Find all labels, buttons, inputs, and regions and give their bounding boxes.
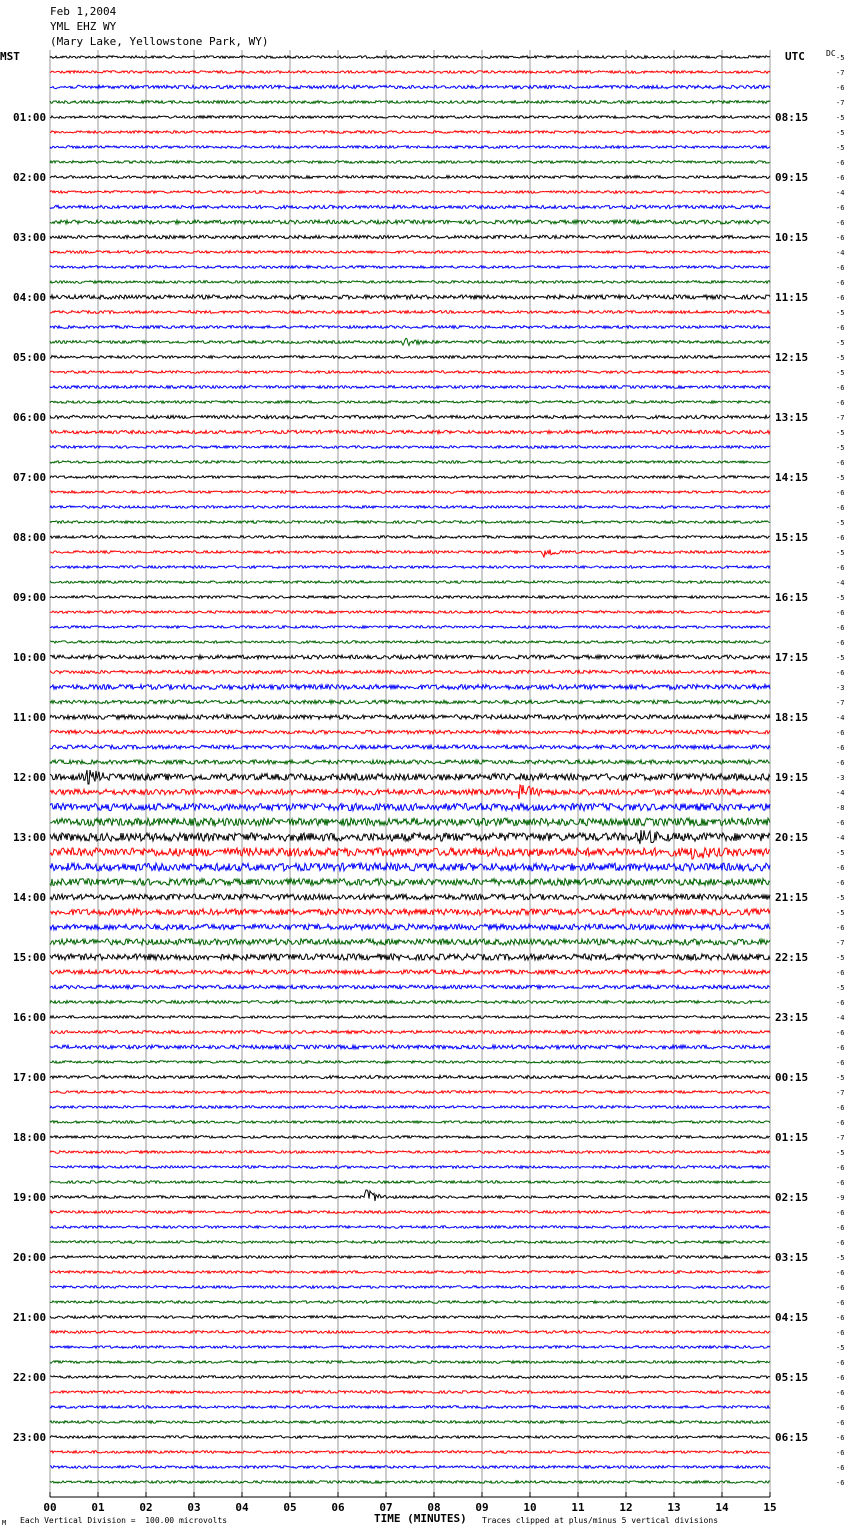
dc-offset-label: -4 — [836, 789, 845, 797]
dc-offset-label: -5 — [836, 309, 845, 317]
trace-row-75 — [50, 1181, 770, 1184]
trace-row-54 — [50, 863, 770, 871]
trace-row-28 — [50, 476, 770, 479]
trace-row-47 — [50, 760, 770, 764]
trace-row-73 — [50, 1151, 770, 1154]
x-tick-label: 04 — [235, 1501, 249, 1514]
x-tick-label: 00 — [43, 1501, 57, 1514]
trace-row-14 — [50, 266, 770, 269]
trace-row-40 — [50, 655, 770, 659]
left-hour-label: 14:00 — [13, 891, 47, 904]
dc-offset-label: -7 — [836, 69, 845, 77]
trace-row-51 — [50, 818, 770, 826]
station-location: (Mary Lake, Yellowstone Park, WY) — [50, 35, 269, 48]
dc-offset-label: -6 — [836, 864, 845, 872]
dc-offset-label: -6 — [836, 1464, 845, 1472]
dc-offset-label: -6 — [836, 459, 845, 467]
right-hour-label: 10:15 — [775, 231, 809, 244]
x-tick-label: 15 — [763, 1501, 777, 1514]
trace-row-21 — [50, 371, 770, 374]
x-tick-label: 11 — [571, 1501, 585, 1514]
x-tick-label: 12 — [619, 1501, 633, 1514]
dc-offset-label: -5 — [836, 519, 845, 527]
dc-offset-label: -7 — [836, 1134, 845, 1142]
trace-row-34 — [50, 566, 770, 569]
right-hour-label: 14:15 — [775, 471, 809, 484]
left-hour-label: 04:00 — [13, 291, 47, 304]
right-hour-label: 20:15 — [775, 831, 809, 844]
x-tick-label: 01 — [91, 1501, 105, 1514]
dc-offset-label: -4 — [836, 714, 845, 722]
x-axis — [43, 1492, 776, 1514]
dc-offset-label: -4 — [836, 579, 845, 587]
chart-date: Feb 1,2004 — [50, 5, 117, 18]
right-hour-label: 01:15 — [775, 1131, 809, 1144]
right-hour-label: 02:15 — [775, 1191, 809, 1204]
dc-offset-label: -6 — [836, 1314, 845, 1322]
left-hour-label: 15:00 — [13, 951, 47, 964]
dc-offset-label: -8 — [836, 804, 845, 812]
seismic-traces — [50, 56, 770, 1484]
right-hour-label: 21:15 — [775, 891, 809, 904]
dc-offset-label: -6 — [836, 219, 845, 227]
right-hour-label: 13:15 — [775, 411, 809, 424]
trace-row-29 — [50, 491, 770, 494]
left-hour-label: 23:00 — [13, 1431, 47, 1444]
left-hour-labels — [13, 111, 46, 1444]
dc-offset-label: -5 — [836, 1344, 845, 1352]
trace-row-32 — [50, 536, 770, 539]
dc-offset-label: -6 — [836, 819, 845, 827]
dc-offset-label: -5 — [836, 54, 845, 62]
trace-row-92 — [50, 1436, 770, 1439]
left-hour-label: 12:00 — [13, 771, 47, 784]
dc-offset-label: -6 — [836, 504, 845, 512]
trace-row-27 — [50, 461, 770, 464]
right-hour-label: 03:15 — [775, 1251, 809, 1264]
trace-row-1 — [50, 71, 770, 74]
right-hour-label: 19:15 — [775, 771, 809, 784]
trace-row-35 — [50, 581, 770, 584]
dc-offset-label: -6 — [836, 759, 845, 767]
dc-offset-label: -6 — [836, 234, 845, 242]
dc-offset-label: -5 — [836, 369, 845, 377]
dc-offset-label: -6 — [836, 1284, 845, 1292]
dc-offset-label: -6 — [836, 1164, 845, 1172]
trace-row-83 — [50, 1301, 770, 1304]
right-timezone-label: UTC — [785, 50, 805, 63]
dc-offset-label: -6 — [836, 1419, 845, 1427]
trace-row-78 — [50, 1226, 770, 1229]
dc-offset-label: -3 — [836, 774, 845, 782]
trace-row-25 — [50, 430, 770, 433]
trace-row-26 — [50, 446, 770, 449]
dc-offset-label: -6 — [836, 294, 845, 302]
dc-offset-label: -5 — [836, 909, 845, 917]
dc-offset-label: -6 — [836, 1269, 845, 1277]
left-hour-label: 19:00 — [13, 1191, 47, 1204]
dc-offset-label: -6 — [836, 1479, 845, 1487]
trace-row-63 — [50, 1001, 770, 1004]
trace-row-11 — [50, 220, 770, 224]
dc-offset-label: -6 — [836, 1029, 845, 1037]
right-hour-label: 15:15 — [775, 531, 809, 544]
dc-offset-label: -6 — [836, 1209, 845, 1217]
trace-row-37 — [50, 611, 770, 614]
right-hour-label: 23:15 — [775, 1011, 809, 1024]
dc-offset-label: -6 — [836, 1059, 845, 1067]
dc-offset-label: -5 — [836, 654, 845, 662]
dc-offset-label: -9 — [836, 1194, 845, 1202]
dc-offset-label: -6 — [836, 1119, 845, 1127]
trace-row-89 — [50, 1391, 770, 1394]
trace-row-58 — [50, 924, 770, 930]
trace-row-93 — [50, 1451, 770, 1454]
dc-offset-label: -5 — [836, 1149, 845, 1157]
dc-offset-label: -6 — [836, 1224, 845, 1232]
dc-offset-label: -6 — [836, 399, 845, 407]
dc-offset-label: -5 — [836, 144, 845, 152]
trace-row-76 — [50, 1190, 770, 1201]
right-hour-label: 18:15 — [775, 711, 809, 724]
dc-offset-label: -6 — [836, 489, 845, 497]
trace-row-60 — [50, 954, 770, 960]
trace-row-42 — [50, 685, 770, 690]
dc-offset-labels — [836, 54, 844, 1487]
dc-offset-label: -6 — [836, 879, 845, 887]
dc-offset-label: -5 — [836, 1074, 845, 1082]
trace-row-66 — [50, 1045, 770, 1049]
trace-row-36 — [50, 596, 770, 599]
left-hour-label: 21:00 — [13, 1311, 47, 1324]
trace-row-85 — [50, 1331, 770, 1334]
trace-row-67 — [50, 1061, 770, 1064]
dc-offset-label: -6 — [836, 639, 845, 647]
dc-offset-label: -6 — [836, 1044, 845, 1052]
trace-row-88 — [50, 1376, 770, 1379]
trace-row-59 — [50, 939, 770, 945]
right-hour-label: 09:15 — [775, 171, 809, 184]
dc-offset-label: -6 — [836, 1359, 845, 1367]
trace-row-82 — [50, 1286, 770, 1289]
trace-row-62 — [50, 985, 770, 989]
x-tick-label: 06 — [331, 1501, 345, 1514]
right-hour-label: 11:15 — [775, 291, 809, 304]
x-tick-label: 10 — [523, 1501, 537, 1514]
dc-offset-label: -5 — [836, 429, 845, 437]
trace-row-57 — [50, 909, 770, 915]
trace-row-64 — [50, 1016, 770, 1019]
dc-offset-label: -6 — [836, 534, 845, 542]
trace-row-13 — [50, 251, 770, 254]
dc-offset-label: -6 — [836, 1329, 845, 1337]
dc-offset-label: -4 — [836, 189, 845, 197]
dc-offset-label: -6 — [836, 384, 845, 392]
dc-offset-label: -5 — [836, 474, 845, 482]
trace-row-38 — [50, 626, 770, 629]
right-hour-label: 16:15 — [775, 591, 809, 604]
dc-offset-label: -6 — [836, 204, 845, 212]
dc-offset-label: -6 — [836, 1404, 845, 1412]
dc-offset-label: -5 — [836, 114, 845, 122]
dc-offset-label: -6 — [836, 969, 845, 977]
dc-offset-label: -4 — [836, 249, 845, 257]
left-hour-label: 20:00 — [13, 1251, 47, 1264]
dc-offset-label: -3 — [836, 684, 845, 692]
dc-offset-label: -7 — [836, 1089, 845, 1097]
left-hour-label: 07:00 — [13, 471, 47, 484]
dc-offset-label: -5 — [836, 549, 845, 557]
right-hour-label: 00:15 — [775, 1071, 809, 1084]
dc-offset-label: -6 — [836, 564, 845, 572]
trace-row-49 — [50, 785, 770, 799]
trace-row-8 — [50, 176, 770, 179]
trace-row-16 — [50, 295, 770, 299]
trace-row-5 — [50, 131, 770, 134]
trace-row-65 — [50, 1030, 770, 1033]
dc-offset-label: -4 — [836, 1014, 845, 1022]
trace-row-94 — [50, 1466, 770, 1469]
dc-offset-label: -5 — [836, 129, 845, 137]
x-axis-label: TIME (MINUTES) — [374, 1512, 467, 1525]
scale-mark: M — [2, 1519, 7, 1527]
dc-offset-label: -6 — [836, 1239, 845, 1247]
trace-row-70 — [50, 1106, 770, 1109]
trace-row-6 — [50, 146, 770, 149]
dc-offset-label: -7 — [836, 939, 845, 947]
trace-row-2 — [50, 85, 770, 88]
clip-note: Traces clipped at plus/minus 5 vertical divisions — [482, 1516, 719, 1525]
dc-offset-label: -4 — [836, 834, 845, 842]
dc-offset-label: -6 — [836, 279, 845, 287]
trace-row-18 — [50, 326, 770, 329]
vertical-division-note: Each Vertical Division = 100.00 microvolts — [20, 1516, 228, 1525]
trace-row-95 — [50, 1481, 770, 1484]
trace-row-53 — [50, 848, 770, 859]
dc-offset-label: -6 — [836, 1104, 845, 1112]
trace-row-77 — [50, 1211, 770, 1214]
trace-row-80 — [50, 1256, 770, 1259]
left-hour-label: 05:00 — [13, 351, 47, 364]
dc-offset-label: -5 — [836, 984, 845, 992]
left-hour-label: 22:00 — [13, 1371, 47, 1384]
trace-row-68 — [50, 1075, 770, 1078]
x-tick-label: 05 — [283, 1501, 297, 1514]
trace-row-12 — [50, 235, 770, 238]
trace-row-39 — [50, 641, 770, 644]
dc-offset-label: -6 — [836, 744, 845, 752]
dc-offset-label: -6 — [836, 84, 845, 92]
right-hour-label: 22:15 — [775, 951, 809, 964]
trace-row-91 — [50, 1421, 770, 1424]
dc-offset-label: -6 — [836, 1449, 845, 1457]
dc-offset-label: -5 — [836, 594, 845, 602]
dc-offset-label: -6 — [836, 264, 845, 272]
dc-offset-label: -6 — [836, 924, 845, 932]
trace-row-86 — [50, 1346, 770, 1349]
trace-row-52 — [50, 830, 770, 844]
left-hour-label: 16:00 — [13, 1011, 47, 1024]
dc-offset-label: -5 — [836, 894, 845, 902]
trace-row-45 — [50, 730, 770, 734]
trace-row-9 — [50, 191, 770, 194]
trace-row-44 — [50, 715, 770, 719]
dc-offset-label: -6 — [836, 624, 845, 632]
left-hour-label: 11:00 — [13, 711, 47, 724]
dc-offset-label: -6 — [836, 729, 845, 737]
trace-row-23 — [50, 401, 770, 404]
left-hour-label: 09:00 — [13, 591, 47, 604]
x-tick-label: 02 — [139, 1501, 153, 1514]
right-hour-label: 12:15 — [775, 351, 809, 364]
trace-row-50 — [50, 803, 770, 810]
left-timezone-label: MST — [0, 50, 20, 63]
dc-label: DC — [826, 49, 836, 58]
dc-offset-label: -5 — [836, 1254, 845, 1262]
dc-offset-label: -5 — [836, 354, 845, 362]
x-tick-label: 14 — [715, 1501, 729, 1514]
dc-offset-label: -5 — [836, 849, 845, 857]
trace-row-15 — [50, 281, 770, 284]
right-hour-label: 06:15 — [775, 1431, 809, 1444]
dc-offset-label: -6 — [836, 669, 845, 677]
x-tick-label: 03 — [187, 1501, 201, 1514]
dc-offset-label: -7 — [836, 99, 845, 107]
trace-row-87 — [50, 1361, 770, 1364]
dc-offset-label: -6 — [836, 999, 845, 1007]
dc-offset-label: -5 — [836, 339, 845, 347]
left-hour-label: 13:00 — [13, 831, 47, 844]
trace-row-48 — [50, 770, 770, 784]
trace-row-72 — [50, 1136, 770, 1139]
dc-offset-label: -7 — [836, 414, 845, 422]
x-tick-label: 08 — [427, 1501, 441, 1514]
trace-row-24 — [50, 415, 770, 418]
trace-row-4 — [50, 116, 770, 119]
trace-row-74 — [50, 1166, 770, 1169]
dc-offset-label: -7 — [836, 699, 845, 707]
dc-offset-label: -6 — [836, 159, 845, 167]
trace-row-41 — [50, 670, 770, 673]
trace-row-22 — [50, 386, 770, 389]
dc-offset-label: -6 — [836, 609, 845, 617]
left-hour-label: 08:00 — [13, 531, 47, 544]
trace-row-55 — [50, 879, 770, 886]
left-hour-label: 01:00 — [13, 111, 47, 124]
x-tick-label: 09 — [475, 1501, 489, 1514]
left-hour-label: 17:00 — [13, 1071, 47, 1084]
dc-offset-label: -6 — [836, 1299, 845, 1307]
trace-row-81 — [50, 1271, 770, 1274]
trace-row-3 — [50, 101, 770, 104]
left-hour-label: 02:00 — [13, 171, 47, 184]
trace-row-0 — [50, 56, 770, 59]
dc-offset-label: -6 — [836, 1179, 845, 1187]
trace-row-31 — [50, 521, 770, 524]
trace-row-19 — [50, 338, 770, 345]
dc-offset-label: -5 — [836, 954, 845, 962]
trace-row-30 — [50, 506, 770, 509]
trace-row-17 — [50, 311, 770, 314]
trace-row-7 — [50, 161, 770, 164]
dc-offset-label: -6 — [836, 1434, 845, 1442]
left-hour-label: 03:00 — [13, 231, 47, 244]
trace-row-56 — [50, 894, 770, 900]
trace-row-84 — [50, 1316, 770, 1319]
x-tick-label: 07 — [379, 1501, 393, 1514]
right-hour-label: 04:15 — [775, 1311, 809, 1324]
dc-offset-label: -6 — [836, 174, 845, 182]
trace-row-79 — [50, 1241, 770, 1244]
trace-row-71 — [50, 1121, 770, 1124]
right-hour-label: 17:15 — [775, 651, 809, 664]
dc-offset-label: -5 — [836, 444, 845, 452]
trace-row-33 — [50, 550, 770, 558]
trace-row-10 — [50, 205, 770, 208]
x-tick-label: 13 — [667, 1501, 681, 1514]
left-hour-label: 18:00 — [13, 1131, 47, 1144]
dc-offset-label: -6 — [836, 1389, 845, 1397]
trace-row-61 — [50, 970, 770, 974]
station-code: YML EHZ WY — [50, 20, 117, 33]
left-hour-label: 10:00 — [13, 651, 47, 664]
trace-row-43 — [50, 700, 770, 704]
trace-row-69 — [50, 1091, 770, 1094]
right-hour-label: 08:15 — [775, 111, 809, 124]
dc-offset-label: -6 — [836, 1374, 845, 1382]
right-hour-label: 05:15 — [775, 1371, 809, 1384]
trace-row-46 — [50, 745, 770, 749]
dc-offset-label: -6 — [836, 324, 845, 332]
trace-row-20 — [50, 356, 770, 359]
right-hour-labels — [775, 111, 808, 1444]
trace-row-90 — [50, 1406, 770, 1409]
left-hour-label: 06:00 — [13, 411, 47, 424]
